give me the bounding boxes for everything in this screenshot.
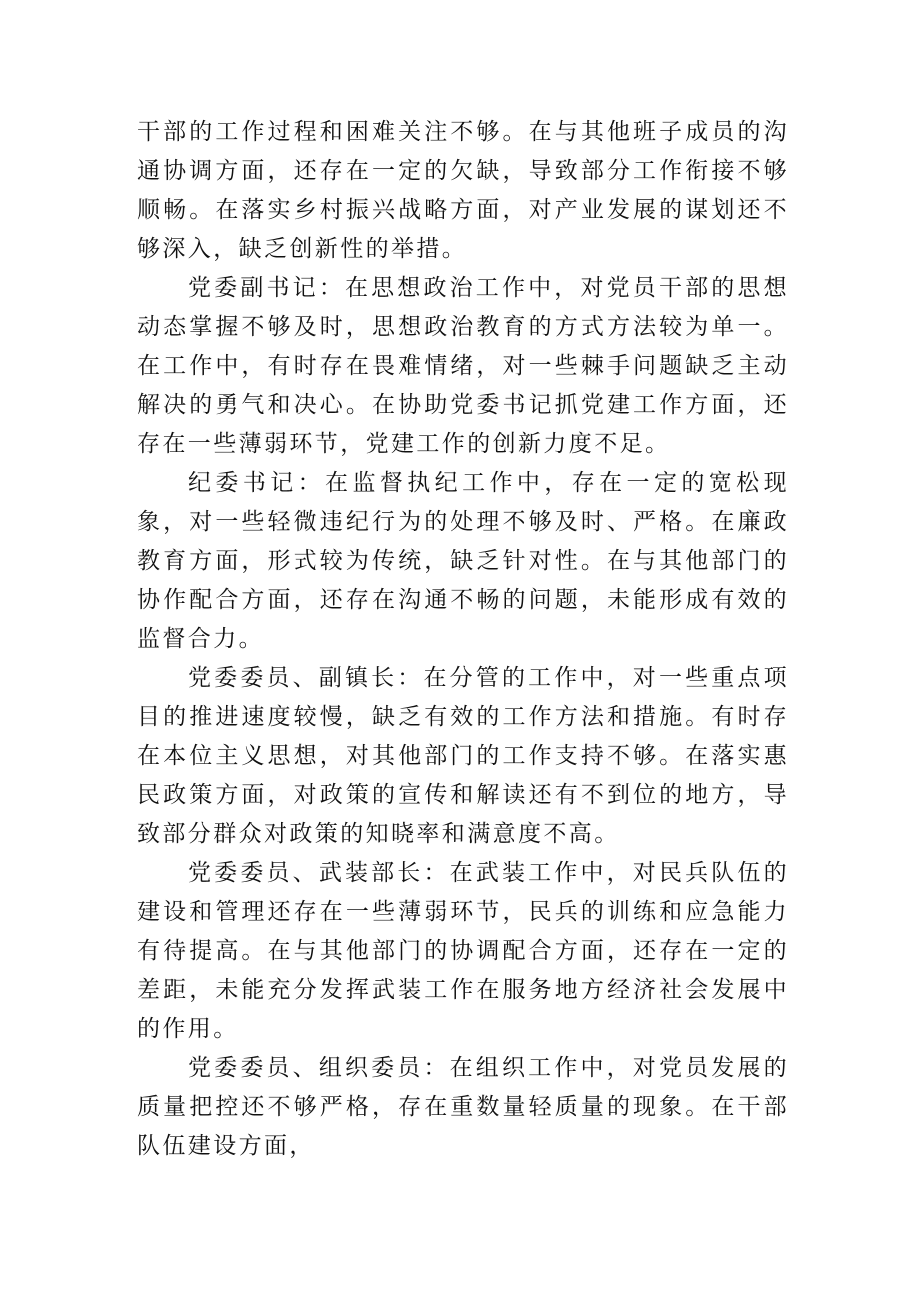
paragraph-deputy-mayor: 党委委员、副镇长：在分管的工作中，对一些重点项目的推进速度较慢，缺乏有效的工作方法和措施。有时存在本位主义思想，对其他部门的工作支持不够。在落实惠民政策方面，对政策的宣传和解读还有不到位的地方，导致部分群众对政策的知晓率和满意度不高。 bbox=[137, 665, 789, 847]
paragraph-deputy-secretary: 党委副书记：在思想政治工作中，对党员干部的思想动态掌握不够及时，思想政治教育的方式方法较为单一。在工作中，有时存在畏难情绪，对一些棘手问题缺乏主动解决的勇气和决心。在协助党委书记抓党建工作方面，还存在一些薄弱环节，党建工作的创新力度不足。 bbox=[137, 275, 789, 457]
paragraph-armed-forces-minister: 党委委员、武装部长：在武装工作中，对民兵队伍的建设和管理还存在一些薄弱环节，民兵的训练和应急能力有待提高。在与其他部门的协调配合方面，还存在一定的差距，未能充分发挥武装工作在服务地方经济社会发展中的作用。 bbox=[137, 860, 789, 1042]
document-body bbox=[137, 113, 789, 1166]
paragraph-discipline-secretary: 纪委书记：在监督执纪工作中，存在一定的宽松现象，对一些轻微违纪行为的处理不够及时、严格。在廉政教育方面，形式较为传统，缺乏针对性。在与其他部门的协作配合方面，还存在沟通不畅的问题，未能形成有效的监督合力。 bbox=[137, 470, 789, 652]
paragraph-continuation: 干部的工作过程和困难关注不够。在与其他班子成员的沟通协调方面，还存在一定的欠缺，导致部分工作衔接不够顺畅。在落实乡村振兴战略方面，对产业发展的谋划还不够深入，缺乏创新性的举措。 bbox=[137, 119, 789, 262]
paragraph-organization-member: 党委委员、组织委员：在组织工作中，对党员发展的质量把控还不够严格，存在重数量轻质量的现象。在干部队伍建设方面， bbox=[137, 1055, 789, 1159]
